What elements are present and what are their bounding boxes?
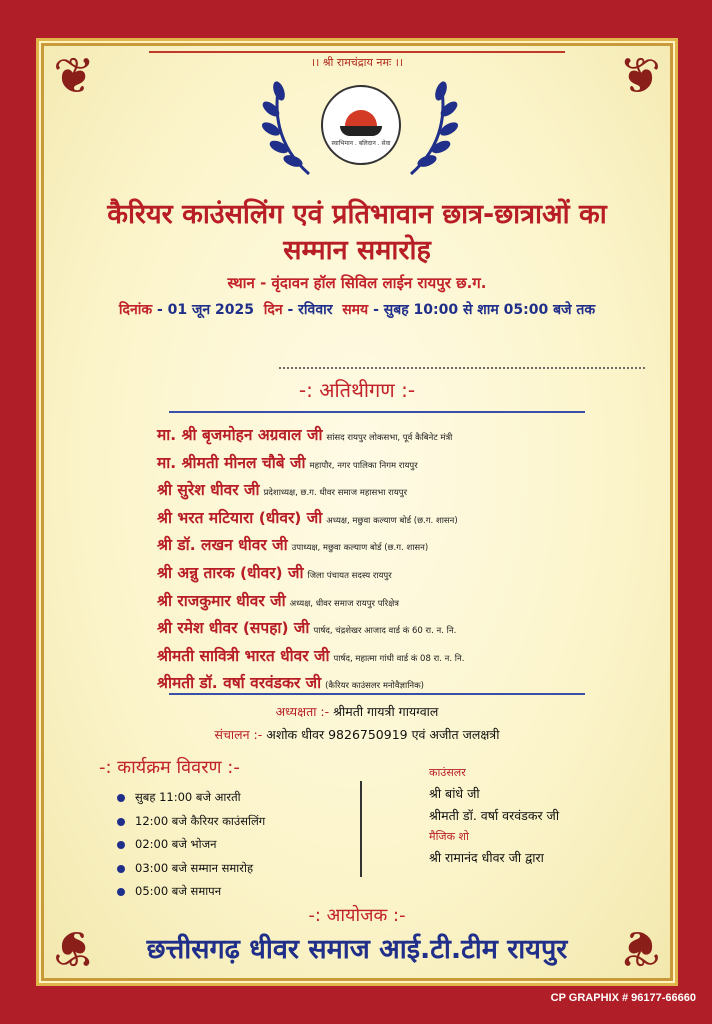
anchor-label: संचालन :- [214,727,263,742]
time-value: - सुबह 10:00 से शाम 05:00 बजे तक [373,302,596,318]
list-item [157,504,617,532]
counselor-section [429,763,559,869]
guest-desc: सांसद रायपुर लोकसभा, पूर्व कैबिनेट मंत्री [326,433,453,443]
guest-name: श्री राजकुमार धीवर जी [157,591,286,610]
guest-desc: अध्यक्ष, धीवर समाज रायपुर परिक्षेत्र [289,598,399,609]
magic-show-label: मैजिक शो [429,830,469,843]
laurel-right-icon [401,79,471,179]
guest-name: मा. श्री बृजमोहन अग्रवाल जी [157,426,323,444]
guest-name: श्री डॉ. लखन धीवर जी [157,536,288,555]
guest-name: श्री रमेश धीवर (सपहा) जी [157,619,310,638]
guests-heading: -: अतिथीगण :- [298,378,416,402]
event-title [39,197,675,269]
top-rule [149,51,565,53]
organizer-heading: -: आयोजक :- [308,905,406,926]
ornament-corner-icon: ❦ [619,919,661,977]
list-item: 05:00 बजे समापन [117,880,265,904]
list-item: सुबह 11:00 बजे आरती [117,786,265,810]
list-item [157,449,617,477]
column-divider [360,781,362,877]
program-heading: -: कार्यक्रम विवरण :- [99,757,240,778]
list-item: 02:00 बजे भोजन [117,833,265,857]
date-label: दिनांक [118,302,153,318]
guest-name: श्री भरत मटियारा (धीवर) जी [157,508,323,527]
guest-desc: उपाध्यक्ष, मछुवा कल्याण बोर्ड (छ.ग. शासन) [291,543,429,554]
guest-desc: पार्षद, महात्मा गांधी वार्ड कं 08 रा. न. नि. [333,653,465,664]
emblem-text: स्वाभिमान . बलिदान . सेवा [331,139,391,147]
date-value: - 01 जून 2025 [156,302,255,318]
list-item [157,642,617,670]
guest-desc: (कैरियर काउंसलर मनोवैज्ञानिक) [325,681,424,692]
guest-desc: महापौर, नगर पालिका निगम रायपुर [309,460,418,471]
guest-desc: जिला पंचायत सदस्य रायपुर [307,570,392,581]
anchor-value: अशोक धीवर 9826750919 एवं अजीत जलक्षत्री [266,727,500,742]
day-value: - रविवार [287,302,333,318]
presided-by [39,703,675,720]
guest-list [157,421,617,697]
ornament-corner-icon: ❦ [53,47,95,105]
designer-credit: CP GRAPHIX # 96177-66660 [550,992,696,1004]
magic-show-value: श्री रामानंद धीवर जी द्वारा [429,850,544,865]
counselor-name: श्री बांधे जी [429,786,480,801]
list-item [157,614,617,642]
list-item [157,531,617,559]
list-item [157,587,617,615]
counselor-name: श्रीमती डॉ. वर्षा वरवंडकर जी [429,808,560,823]
list-item [157,421,617,449]
guest-desc: प्रदेशाध्यक्ष, छ.ग. धीवर समाज महासभा रायपुर [263,488,408,499]
society-emblem-icon [321,85,401,165]
guest-name: श्री सुरेश धीवर जी [157,481,260,500]
presided-label: अध्यक्षता :- [275,704,330,719]
dotted-divider [279,367,645,369]
title-line-2: सम्मान समारोह [283,235,431,266]
list-item [157,559,617,587]
time-label: समय [342,302,369,318]
venue: स्थान - वृंदावन हॉल सिविल लाईन रायपुर छ.ग. [227,274,487,292]
counselor-label: काउंसलर [429,766,466,779]
laurel-left-icon [249,79,319,179]
title-line-1: कैरियर काउंसलिंग एवं प्रतिभावान छात्र-छात्राओं का [107,199,607,230]
guest-desc: पार्षद, चंद्रशेखर आजाद वार्ड कं 60 रा. न. नि. [313,626,457,637]
list-item: 12:00 बजे कैरियर काउंसलिंग [117,810,265,834]
guest-name: मा. श्रीमती मीनल चौबे जी [157,453,306,472]
divider [169,411,585,413]
list-item: 03:00 बजे सम्मान समारोह [117,857,265,881]
program-list [117,786,265,904]
mantra: ।। श्री रामचंद्राय नमः ।। [310,56,404,69]
date-time [39,300,675,319]
guest-desc: अध्यक्ष, मछुवा कल्याण बोर्ड (छ.ग. शासन) [326,515,458,526]
list-item [157,476,617,504]
guest-name: श्रीमती सावित्री भारत धीवर जी [157,646,330,665]
ornament-corner-icon: ❦ [53,919,95,977]
anchored-by [39,726,675,743]
presided-value: श्रीमती गायत्री गायग्वाल [333,704,439,719]
invitation-card [36,38,678,986]
day-label: दिन [263,302,283,318]
guest-name: श्री अन्नु तारक (धीवर) जी [157,563,304,582]
ornament-corner-icon: ❦ [619,47,661,105]
organizer-name: छत्तीसगढ़ धीवर समाज आई.टी.टीम रायपुर [146,934,568,965]
divider [169,693,585,695]
guest-name: श्रीमती डॉ. वर्षा वरवंडकर जी [157,674,322,693]
